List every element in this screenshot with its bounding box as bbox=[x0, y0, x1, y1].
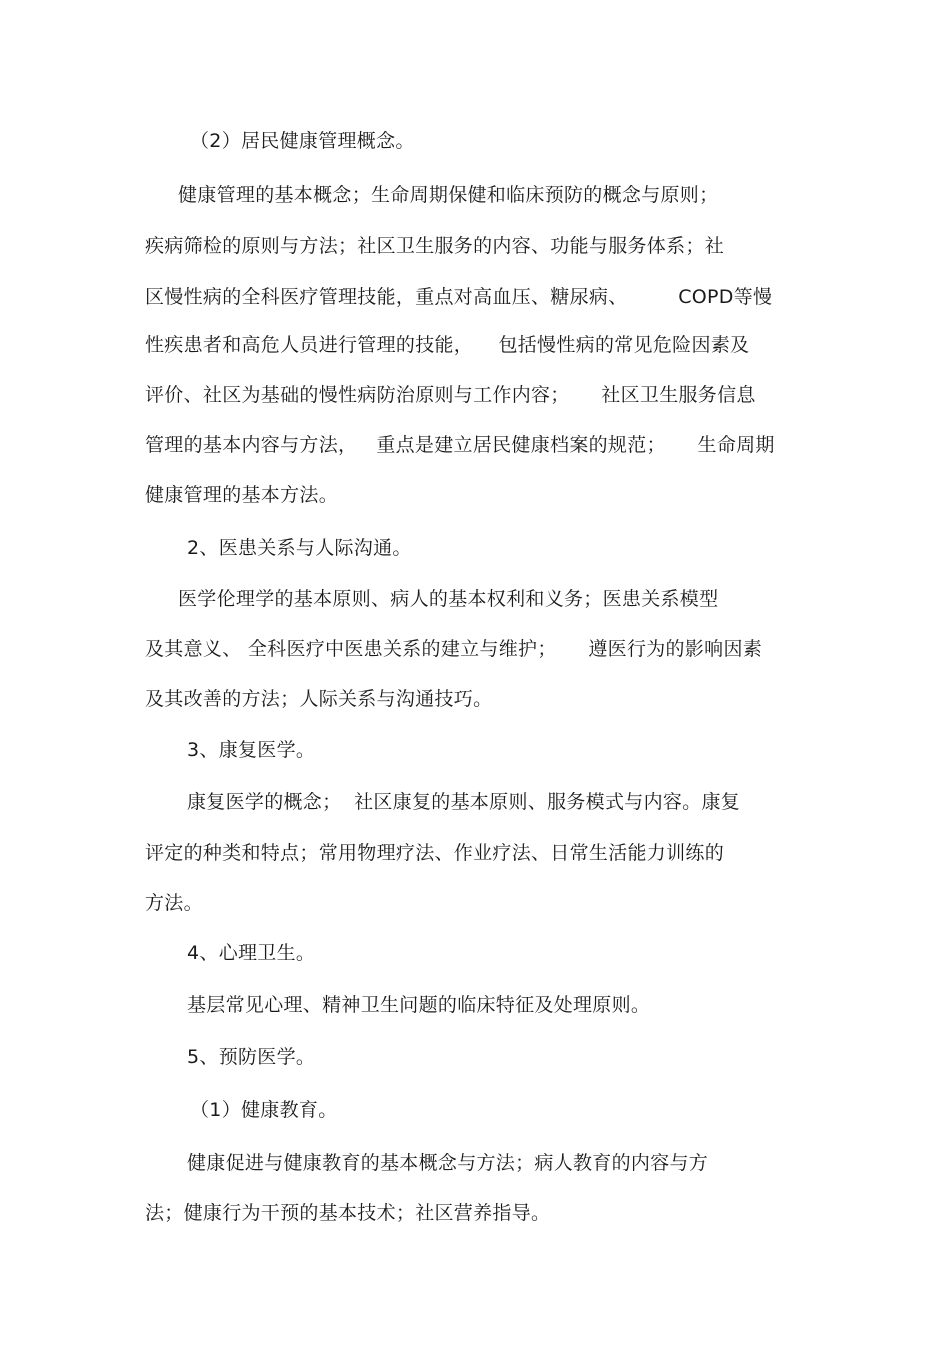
paragraph-line: 康复医学的概念； 社区康复的基本原则、服务模式与内容。康复 bbox=[187, 791, 741, 813]
paragraph-line: 及其改善的方法；人际关系与沟通技巧。 bbox=[145, 688, 493, 710]
paragraph-line: 法；健康行为干预的基本技术；社区营养指导。 bbox=[145, 1202, 551, 1224]
heading-rehabilitation-medicine: 3、康复医学。 bbox=[187, 739, 316, 761]
paragraph-line: 疾病筛检的原则与方法；社区卫生服务的内容、功能与服务体系；社 bbox=[145, 235, 725, 257]
paragraph-line: 评定的种类和特点；常用物理疗法、作业疗法、日常生活能力训练的 bbox=[145, 842, 725, 864]
paragraph-line: 及其意义、 全科医疗中医患关系的建立与维护； 遵医行为的影响因素 bbox=[145, 638, 763, 660]
paragraph-line: 方法。 bbox=[145, 892, 203, 914]
paragraph-line: 医学伦理学的基本原则、病人的基本权利和义务；医患关系模型 bbox=[178, 588, 719, 610]
paragraph-line: 健康促进与健康教育的基本概念与方法；病人教育的内容与方 bbox=[187, 1152, 709, 1174]
paragraph-line: 健康管理的基本方法。 bbox=[145, 484, 339, 506]
paragraph-line: 管理的基本内容与方法， 重点是建立居民健康档案的规范； 生命周期 bbox=[145, 434, 775, 456]
heading-preventive-medicine: 5、预防医学。 bbox=[187, 1046, 316, 1068]
subheading-health-education: （1）健康教育。 bbox=[190, 1099, 338, 1121]
paragraph-line: 基层常见心理、精神卫生问题的临床特征及处理原则。 bbox=[187, 994, 651, 1016]
paragraph-line: 性疾患者和高危人员进行管理的技能， 包括慢性病的常见危险因素及 bbox=[145, 334, 750, 356]
subheading-resident-health-management: （2）居民健康管理概念。 bbox=[190, 130, 415, 152]
paragraph-line: 评价、社区为基础的慢性病防治原则与工作内容； 社区卫生服务信息 bbox=[145, 384, 756, 406]
heading-mental-health: 4、心理卫生。 bbox=[187, 942, 316, 964]
paragraph-line: 健康管理的基本概念；生命周期保健和临床预防的概念与原则； bbox=[178, 184, 719, 206]
paragraph-line: 区慢性病的全科医疗管理技能，重点对高血压、糖尿病、 COPD等慢 bbox=[145, 286, 773, 308]
heading-doctor-patient-relationship: 2、医患关系与人际沟通。 bbox=[187, 537, 412, 559]
